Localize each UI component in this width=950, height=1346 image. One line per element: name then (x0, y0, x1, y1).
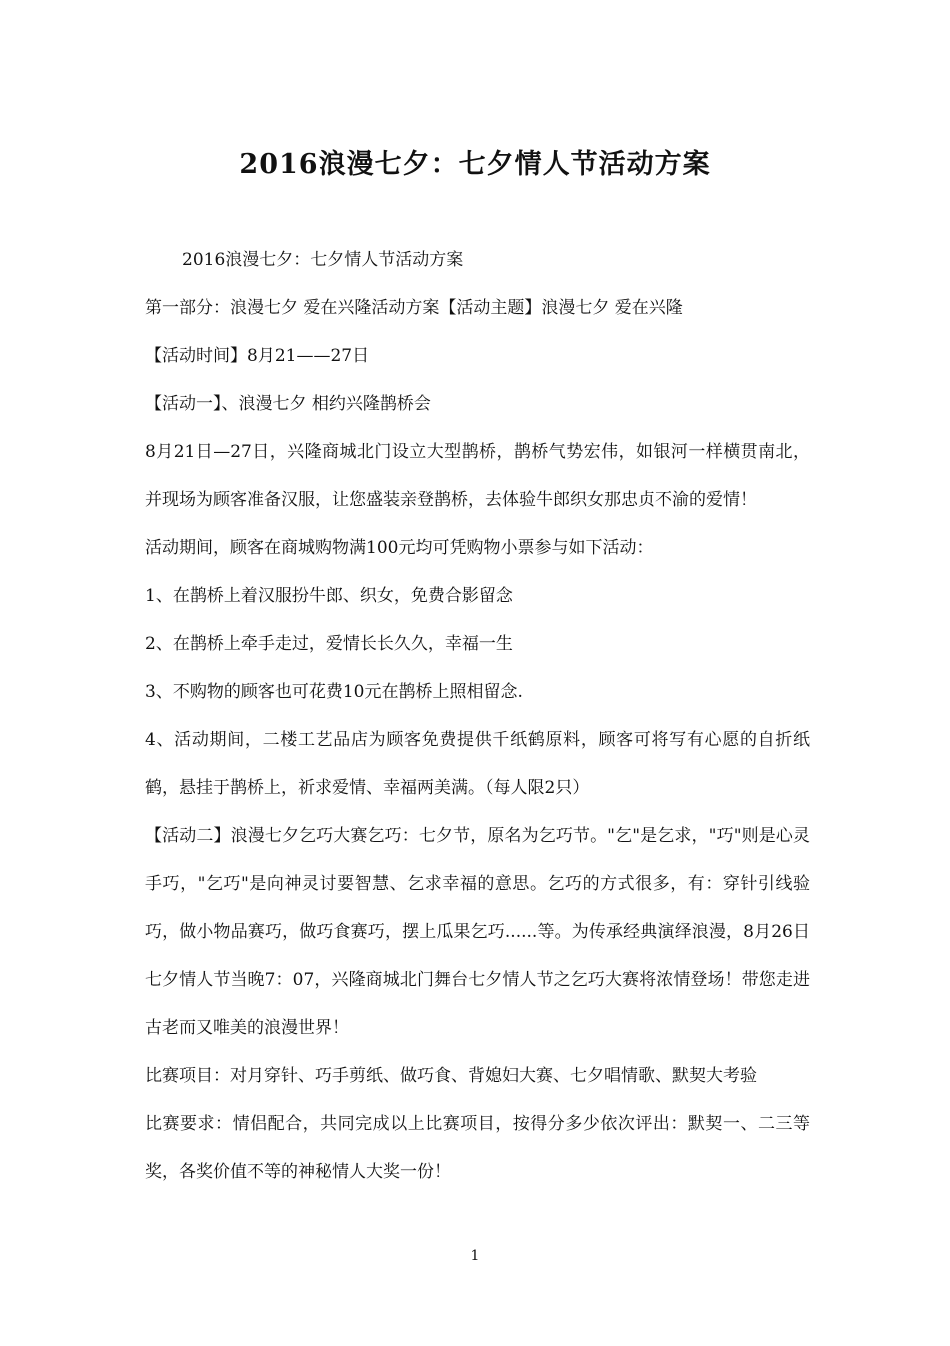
list-item-3: 3、不购物的顾客也可花费10元在鹊桥上照相留念. (145, 682, 523, 702)
list-item-2: 2、在鹊桥上牵手走过，爱情长长久久，幸福一生 (145, 634, 513, 654)
paragraph-competition-items: 比赛项目：对月穿针、巧手剪纸、做巧食、背媳妇大赛、七夕唱情歌、默契大考验 (145, 1066, 757, 1086)
paragraph-competition-rules: 比赛要求：情侣配合，共同完成以上比赛项目，按得分多少依次评出：默契一、二三等奖，各奖价值不等的神秘情人大奖一份！ (145, 1114, 810, 1182)
list-item-4: 4、活动期间，二楼工艺品店为顾客免费提供千纸鹤原料，顾客可将写有心愿的自折纸鹤，悬挂于鹊桥上，祈求爱情、幸福两美满。（每人限2只） (145, 730, 810, 798)
paragraph-activity-period: 活动期间，顾客在商城购物满100元均可凭购物小票参与如下活动： (145, 538, 654, 558)
paragraph-activity-one-desc: 8月21日—27日，兴隆商城北门设立大型鹊桥，鹊桥气势宏伟，如银河一样横贯南北，并现场为顾客准备汉服，让您盛装亲登鹊桥，去体验牛郎织女那忠贞不渝的爱情！ (145, 442, 810, 510)
paragraph-activity-time: 【活动时间】8月21——27日 (145, 346, 370, 366)
paragraph-subtitle: 2016浪漫七夕：七夕情人节活动方案 (182, 250, 464, 270)
paragraph-activity-one-heading: 【活动一】、浪漫七夕 相约兴隆鹊桥会 (145, 394, 431, 414)
page-number: 1 (470, 1248, 480, 1264)
document-body (145, 236, 810, 1196)
paragraph-part-one: 第一部分：浪漫七夕 爱在兴隆活动方案【活动主题】浪漫七夕 爱在兴隆 (145, 298, 683, 318)
list-item-1: 1、在鹊桥上着汉服扮牛郎、织女，免费合影留念 (145, 586, 513, 606)
paragraph-activity-two: 【活动二】浪漫七夕乞巧大赛乞巧：七夕节，原名为乞巧节。"乞"是乞求，"巧"则是心灵手巧，"乞巧"是向神灵讨要智慧、乞求幸福的意思。乞巧的方式很多，有：穿针引线验巧，做小物品赛巧，做巧食赛巧，摆上瓜果乞巧......等。为传承经典演绎浪漫，8月26日七夕情人节当晚7：07，兴隆商城北门舞台七夕情人节之乞巧大赛将浓情登场！带您走进古老而又唯美的浪漫世界！ (145, 826, 810, 1038)
document-title: 2016浪漫七夕：七夕情人节活动方案 (239, 149, 711, 180)
